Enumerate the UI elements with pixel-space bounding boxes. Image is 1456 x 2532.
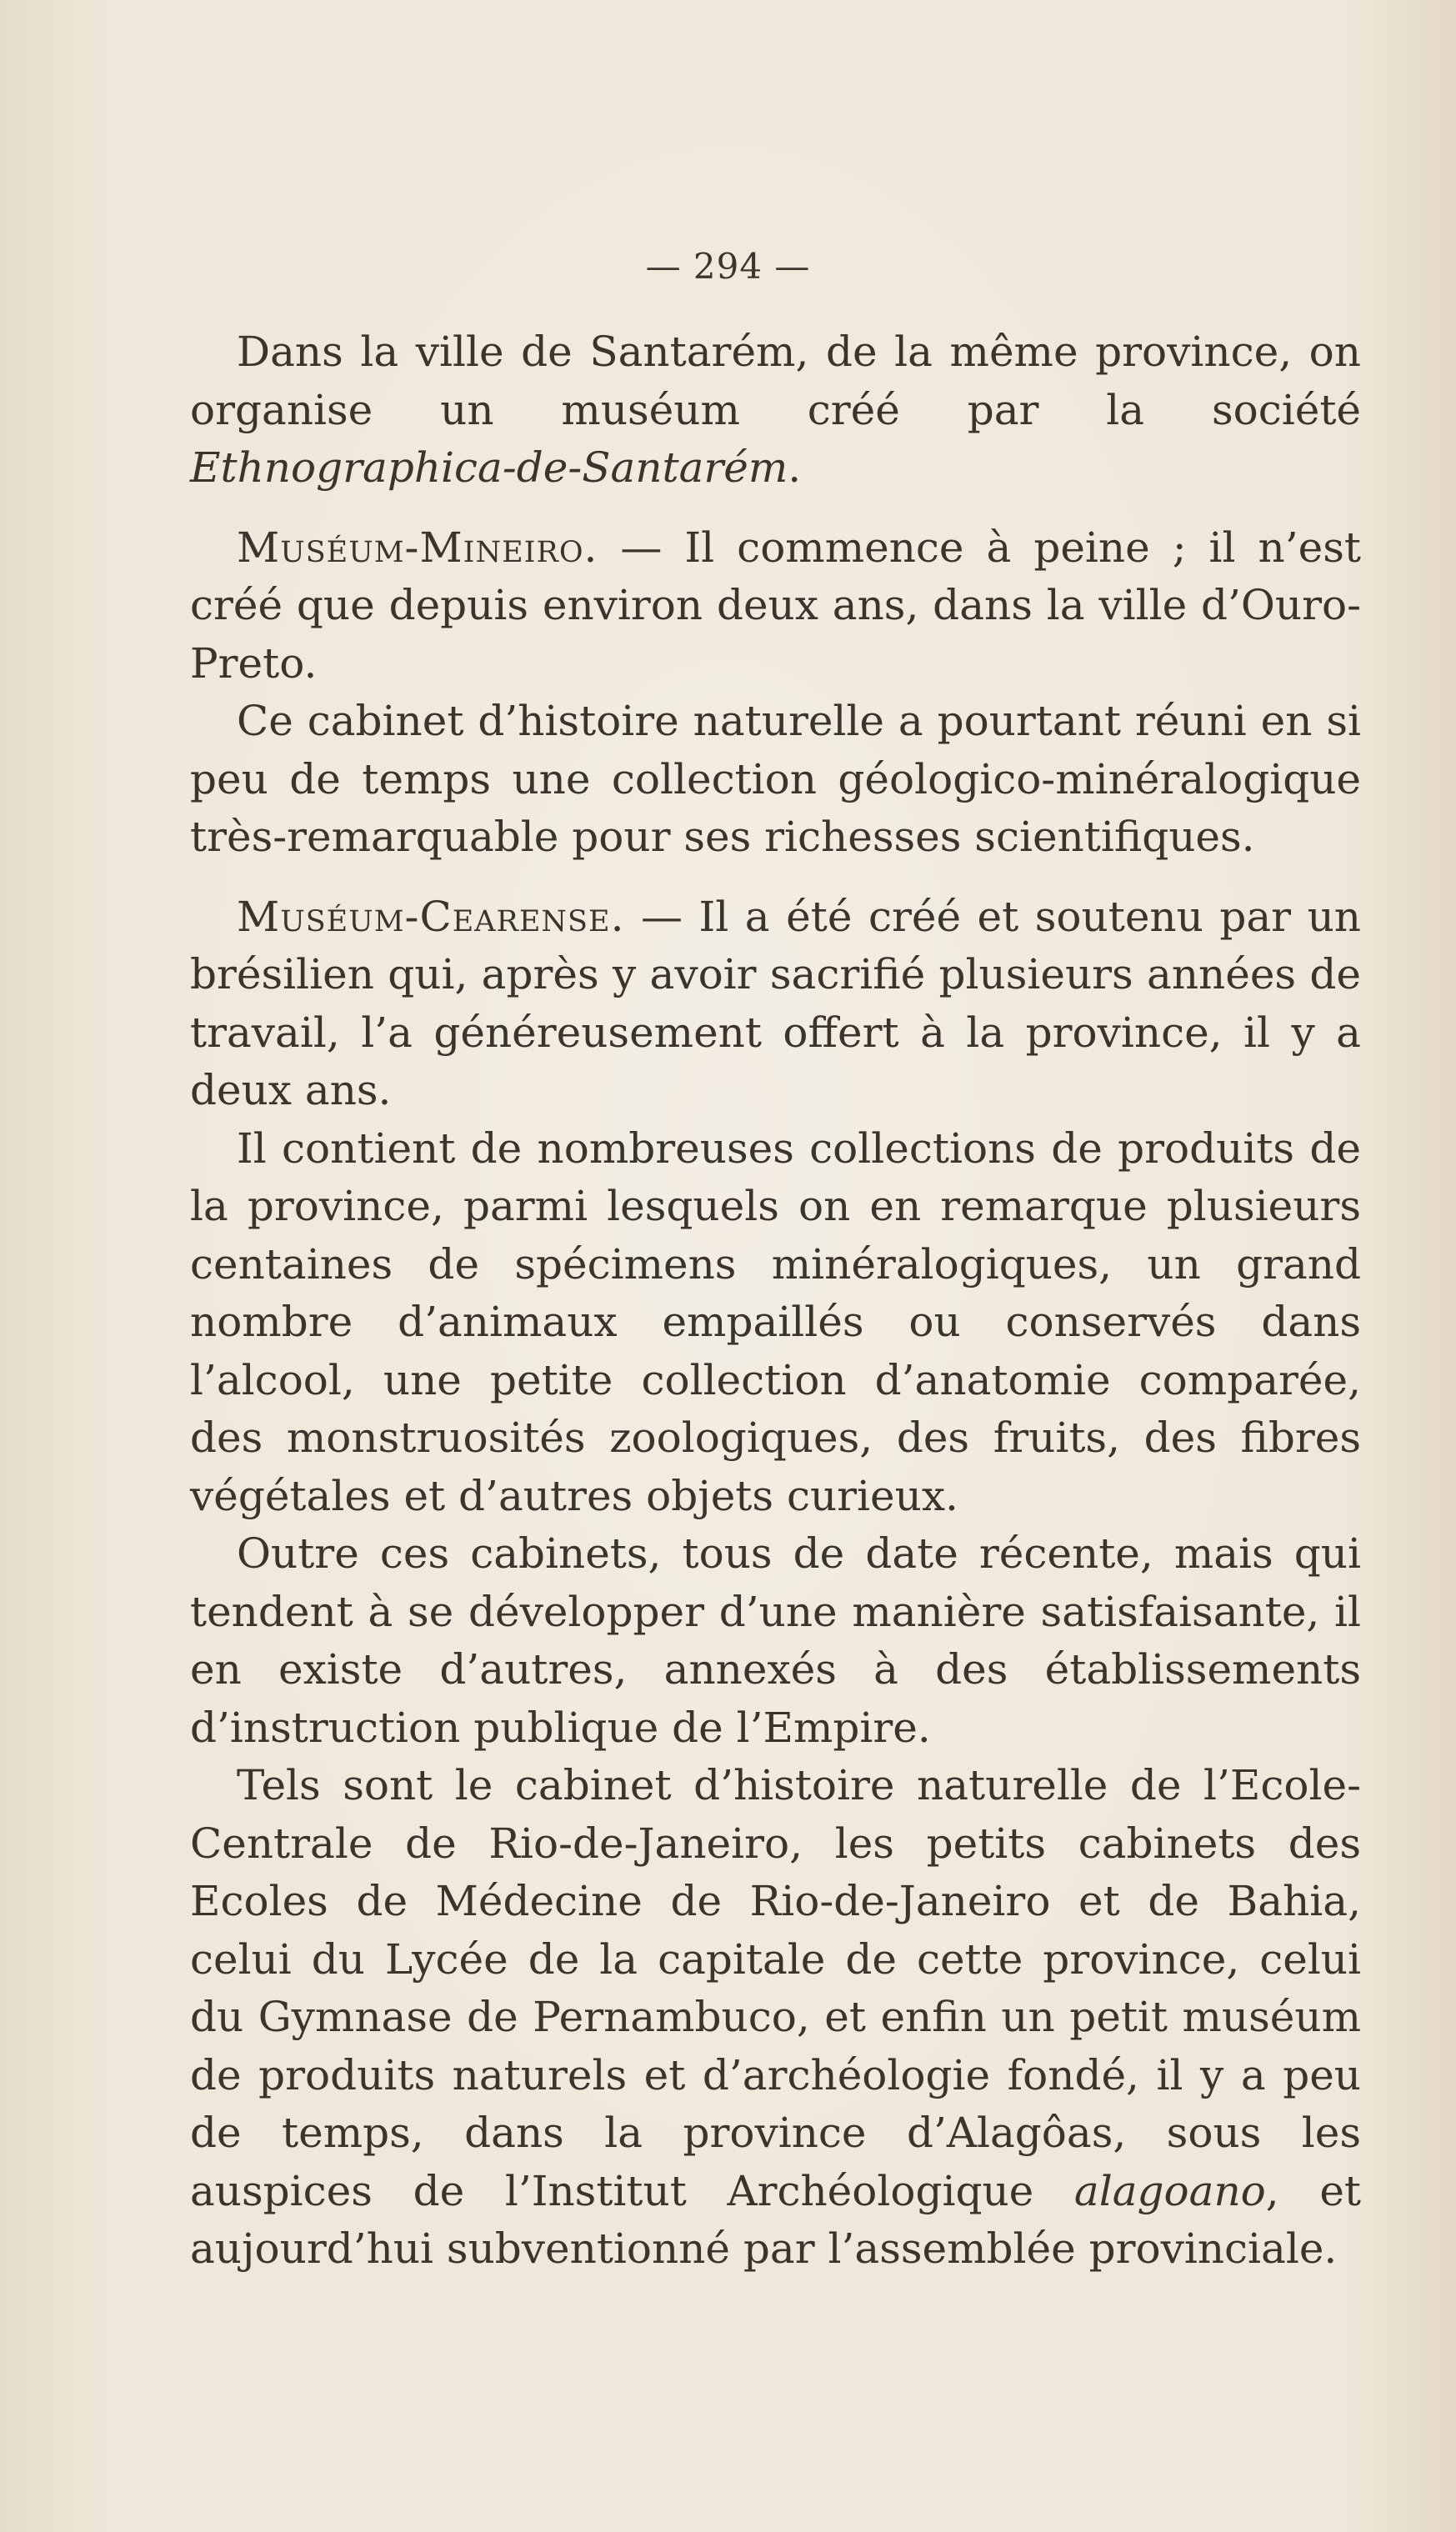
paragraph-santarem: Dans la ville de Santarém, de la même province, on organise un muséum créé par la société Ethnographica-de-Santarém.: [190, 328, 1361, 492]
paragraph-other-cabinets: Outre ces cabinets, tous de date récente, mais qui tendent à se développer d’une manière satisfaisante, il en existe d’autres, annexés à des établissements d’instruction publique de l’Empire.: [190, 1529, 1361, 1752]
section-heading-cearense: Muséum-Cearense.: [237, 892, 625, 941]
body-text: [190, 323, 1361, 2279]
paragraph-institutions: Tels sont le cabinet d’histoire naturelle de l’Ecole-Centrale de Rio-de-Janeiro, les petits cabinets des Ecoles de Médecine de Rio-de-Janeiro et de Bahia, celui du Lycée de la capitale de cette province, celui du Gymnase de Pernambuco, et enfin un petit muséum de produits naturels et d’archéologie fondé, il y a peu de temps, dans la province d’Alagôas, sous les auspices de l’Institut Archéologique alagoano, et aujourd’hui subventionné par l’assemblée provinciale.: [190, 1761, 1361, 2273]
paragraph-museum-cearense: Muséum-Cearense. — Il a été créé et soutenu par un brésilien qui, après y avoir sacrifié plusieurs années de travail, l’a généreusement offert à la province, il y a deux ans.: [190, 892, 1361, 1114]
paragraph-cabinet: Ce cabinet d’histoire naturelle a pourtant réuni en si peu de temps une collection géologico-minéralogique très-remarquable pour ses richesses scientifiques.: [190, 697, 1361, 861]
paragraph-collections: Il contient de nombreuses collections de produits de la province, parmi lesquels on en remarque plusieurs centaines de spécimens minéralogiques, un grand nombre d’animaux empaillés ou conservés dans l’alcool, une petite collection d’anatomie comparée, des monstruosités zoologiques, des fruits, des fibres végétales et d’autres objets curieux.: [190, 1123, 1361, 1520]
section-heading-mineiro: Muséum-Mineiro.: [237, 523, 598, 572]
paragraph-museum-mineiro: Muséum-Mineiro. — Il commence à peine ; il n’est créé que depuis environ deux ans, dans la ville d’Ouro-Preto.: [190, 523, 1361, 688]
society-name: Ethnographica-de-Santarém: [190, 443, 788, 492]
page-number: — 294 —: [645, 246, 811, 287]
institute-adjective: alagoano: [1073, 2166, 1266, 2215]
